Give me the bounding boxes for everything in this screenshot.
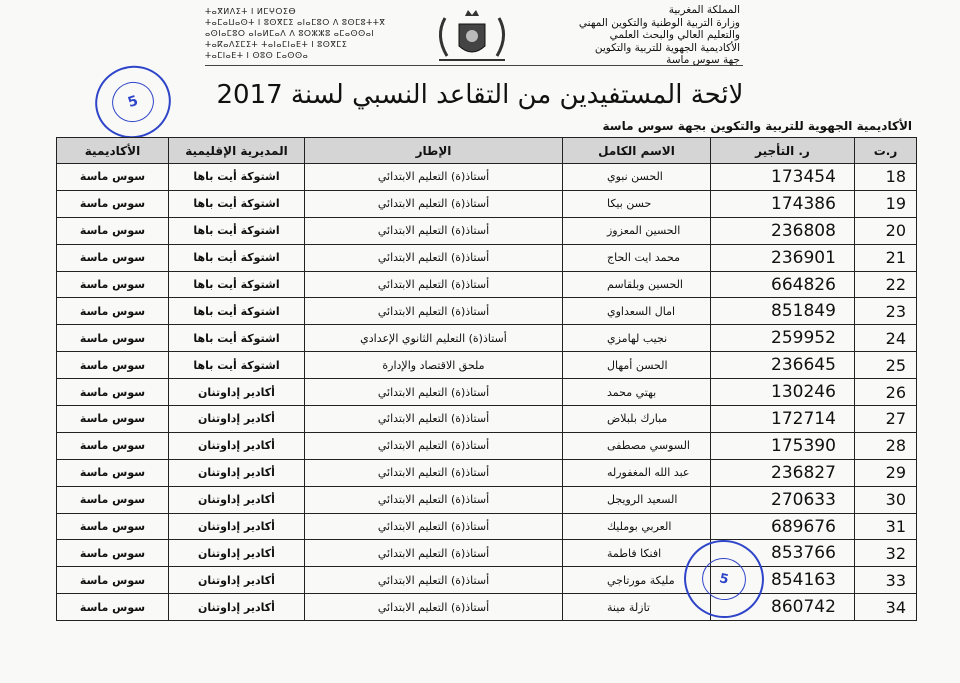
full-name-cell: العربي بومليك [563,513,711,540]
frame-cell: أستاذ(ة) التعليم الثانوي الإعدادي [305,325,563,352]
directorate-cell: اشتوكة أيت باها [169,164,305,191]
table-row [57,244,917,271]
letterhead-tifinagh [205,6,385,61]
row-number-cell: 25 [855,352,917,379]
frame-cell: أستاذ(ة) التعليم الابتدائي [305,513,563,540]
directorate-cell: أكادير إداوتنان [169,406,305,433]
academy-cell: سوس ماسة [57,594,169,621]
letterhead-line: وزارة التربية الوطنية والتكوين المهني [578,16,740,29]
payroll-number-cell: 664826 [711,271,855,298]
document-title: لائحة المستفيدين من التقاعد النسبي لسنة 2017 [216,80,744,110]
payroll-number-cell: 236645 [711,352,855,379]
divider [205,65,743,66]
letterhead-line: ⵜⴰⵎⴰⵡⴰⵙⵜ ⵏ ⵓⵙⴳⵎⵉ ⴰⵏⴰⵎⵓⵔ ⴷ ⵓⵙⵎⵓⵜⵜⴳ [205,18,386,27]
academy-cell: سوس ماسة [57,379,169,406]
table-row [57,432,917,459]
row-number-cell: 30 [855,486,917,513]
full-name-cell: السوسي مصطفى [563,432,711,459]
frame-cell: أستاذ(ة) التعليم الابتدائي [305,406,563,433]
frame-cell: أستاذ(ة) التعليم الابتدائي [305,164,563,191]
academy-cell: سوس ماسة [57,217,169,244]
row-number-cell: 24 [855,325,917,352]
beneficiaries-table [56,137,917,621]
frame-cell: أستاذ(ة) التعليم الابتدائي [305,594,563,621]
letterhead-arabic [579,4,740,67]
academy-cell: سوس ماسة [57,325,169,352]
directorate-cell: أكادير إداوتنان [169,567,305,594]
frame-cell: أستاذ(ة) التعليم الابتدائي [305,459,563,486]
directorate-cell: أكادير إداوتنان [169,594,305,621]
payroll-number-cell: 854163 [711,567,855,594]
stamp-number: 5 [698,554,750,604]
full-name-cell: مبارك بلبلاض [563,406,711,433]
table-row [57,406,917,433]
full-name-cell: الحسين المعزوز [563,217,711,244]
full-name-cell: الحسن نبوي [563,164,711,191]
frame-cell: أستاذ(ة) التعليم الابتدائي [305,217,563,244]
academy-cell: سوس ماسة [57,540,169,567]
academy-cell: سوس ماسة [57,190,169,217]
academy-cell: سوس ماسة [57,513,169,540]
letterhead-line: المملكة المغربية [668,4,740,16]
directorate-cell: اشتوكة أيت باها [169,217,305,244]
directorate-cell: أكادير إداوتنان [169,379,305,406]
row-number-cell: 29 [855,459,917,486]
academy-cell: سوس ماسة [57,271,169,298]
row-number-cell: 26 [855,379,917,406]
directorate-cell: أكادير إداوتنان [169,540,305,567]
table-row [57,594,917,621]
letterhead-line: ⵜⴰⵎⵏⴰⴹⵜ ⵏ ⵙⵓⵙ ⵎⴰⵙⵙⴰ [205,51,309,60]
table-row [57,271,917,298]
row-number-cell: 31 [855,513,917,540]
payroll-number-cell: 172714 [711,406,855,433]
academy-cell: سوس ماسة [57,244,169,271]
row-number-cell: 23 [855,298,917,325]
full-name-cell: حسن بيكا [563,190,711,217]
directorate-cell: اشتوكة أيت باها [169,190,305,217]
payroll-number-cell: 130246 [711,379,855,406]
full-name-cell: مليكة مورتاجي [563,567,711,594]
column-header-academy: الأكاديمية [57,138,169,164]
directorate-cell: اشتوكة أيت باها [169,325,305,352]
academy-cell: سوس ماسة [57,567,169,594]
frame-cell: أستاذ(ة) التعليم الابتدائي [305,298,563,325]
column-header-number: ر.ت [855,138,917,164]
full-name-cell: الحسن أمهال [563,352,711,379]
payroll-number-cell: 174386 [711,190,855,217]
directorate-cell: أكادير إداوتنان [169,486,305,513]
column-header-payroll: ر. التأجير [711,138,855,164]
directorate-cell: اشتوكة أيت باها [169,244,305,271]
table-row [57,567,917,594]
table-row [57,459,917,486]
frame-cell: أستاذ(ة) التعليم الابتدائي [305,190,563,217]
academy-cell: سوس ماسة [57,432,169,459]
payroll-number-cell: 853766 [711,540,855,567]
letterhead [0,0,960,70]
payroll-number-cell: 173454 [711,164,855,191]
payroll-number-cell: 689676 [711,513,855,540]
payroll-number-cell: 860742 [711,594,855,621]
frame-cell: أستاذ(ة) التعليم الابتدائي [305,486,563,513]
table-row [57,217,917,244]
full-name-cell: محمد ايت الحاج [563,244,711,271]
row-number-cell: 33 [855,567,917,594]
table-row [57,513,917,540]
table-row [57,190,917,217]
payroll-number-cell: 851849 [711,298,855,325]
full-name-cell: عبد الله المغفورله [563,459,711,486]
row-number-cell: 34 [855,594,917,621]
full-name-cell: بهتي محمد [563,379,711,406]
full-name-cell: افنكا فاطمة [563,540,711,567]
full-name-cell: السعيد الرويجل [563,486,711,513]
payroll-number-cell: 175390 [711,432,855,459]
academy-cell: سوس ماسة [57,486,169,513]
column-header-frame: الإطار [305,138,563,164]
table-row [57,352,917,379]
directorate-cell: أكادير إداوتنان [169,513,305,540]
academy-cell: سوس ماسة [57,164,169,191]
letterhead-line: ⴰⵙⵏⴰⵎⵓⵔ ⴰⵏⴰⵍⵎⴰⴷ ⴷ ⵓⵔⵣⵣⵓ ⴰⵎⴰⵙⵙⴰⵏ [205,29,375,38]
table-row [57,298,917,325]
frame-cell: أستاذ(ة) التعليم الابتدائي [305,271,563,298]
row-number-cell: 19 [855,190,917,217]
directorate-cell: اشتوكة أيت باها [169,298,305,325]
table-row [57,164,917,191]
frame-cell: أستاذ(ة) التعليم الابتدائي [305,540,563,567]
frame-cell: أستاذ(ة) التعليم الابتدائي [305,244,563,271]
table-header-row [57,138,917,164]
table-row [57,486,917,513]
payroll-number-cell: 236901 [711,244,855,271]
frame-cell: أستاذ(ة) التعليم الابتدائي [305,432,563,459]
frame-cell: ملحق الاقتصاد والإدارة [305,352,563,379]
payroll-number-cell: 236827 [711,459,855,486]
column-header-directorate: المديرية الإقليمية [169,138,305,164]
row-number-cell: 32 [855,540,917,567]
table-row [57,540,917,567]
table-row [57,325,917,352]
directorate-cell: اشتوكة أيت باها [169,271,305,298]
coat-of-arms-emblem [427,6,517,64]
academy-cell: سوس ماسة [57,406,169,433]
row-number-cell: 20 [855,217,917,244]
row-number-cell: 27 [855,406,917,433]
payroll-number-cell: 270633 [711,486,855,513]
row-number-cell: 21 [855,244,917,271]
directorate-cell: أكادير إداوتنان [169,459,305,486]
letterhead-line: الأكاديمية الجهوية للتربية والتكوين [594,41,740,54]
row-number-cell: 22 [855,271,917,298]
frame-cell: أستاذ(ة) التعليم الابتدائي [305,567,563,594]
letterhead-line: ⵜⴰⴽⴰⴷⵉⵎⵉⵜ ⵜⴰⵏⴰⵎⵏⴰⴹⵜ ⵏ ⵓⵙⴳⵎⵉ [205,40,348,49]
row-number-cell: 18 [855,164,917,191]
letterhead-line: جهة سوس ماسة [666,54,740,66]
academy-cell: سوس ماسة [57,298,169,325]
payroll-number-cell: 236808 [711,217,855,244]
table-row [57,379,917,406]
payroll-number-cell: 259952 [711,325,855,352]
full-name-cell: تازلة مينة [563,594,711,621]
academy-cell: سوس ماسة [57,352,169,379]
frame-cell: أستاذ(ة) التعليم الابتدائي [305,379,563,406]
letterhead-line: والتعليم العالي والبحث العلمي [609,29,740,41]
row-number-cell: 28 [855,432,917,459]
directorate-cell: اشتوكة أيت باها [169,352,305,379]
column-header-full-name: الاسم الكامل [563,138,711,164]
stamp-number: 5 [107,76,159,127]
document-subtitle: الأكاديمية الجهوية للتربية والتكوين بجهة سوس ماسة [602,119,912,133]
full-name-cell: امال السعداوي [563,298,711,325]
full-name-cell: نجيب لهامزي [563,325,711,352]
letterhead-line: ⵜⴰⴳⵍⴷⵉⵜ ⵏ ⵍⵎⵖⵔⵉⴱ [205,7,297,16]
academy-cell: سوس ماسة [57,459,169,486]
directorate-cell: أكادير إداوتنان [169,432,305,459]
full-name-cell: الحسين وبلقاسم [563,271,711,298]
